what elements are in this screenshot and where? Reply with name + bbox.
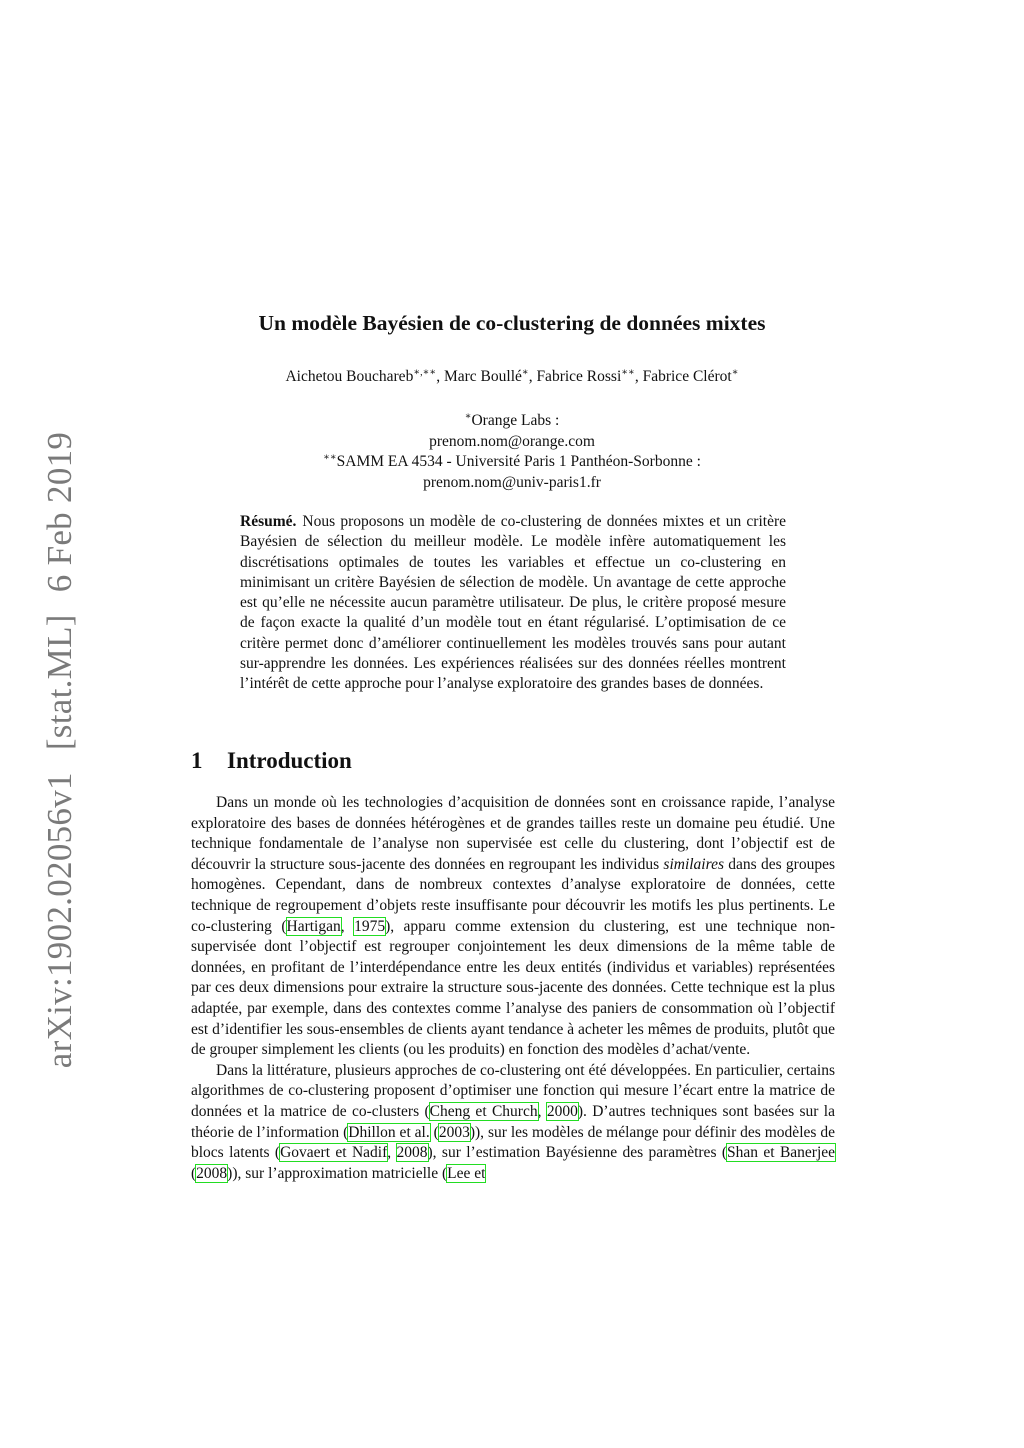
text-run: )), sur les modèles de mélange pour définir des modèles de blocs latents (: [191, 1123, 835, 1162]
abstract-text: Nous proposons un modèle de co-clustering de données mixtes et un critère Bayésien de sélection du meilleur modèle. Le modèle infère automatiquement les discrétisations optimales de toutes les variables et effectue un co-clustering en minimisant un critère Bayésien de sélection de modèle. Un avantage de cette approche est qu’elle ne nécessite aucun paramètre utilisateur. De plus, le critère proposé mesure de façon exacte la qualité d’un modèle tout en étant régularisé. L’optimisation de ce critère permet donc d’améliorer continuellement les modèles trouvés sans pour autant sur-apprendre les données. Les expériences réalisées sur des données réelles montrent l’intérêt de cette approche pour l’analyse exploratoire des grandes bases de données.: [240, 513, 786, 693]
section-heading: [191, 748, 352, 774]
citation-year-link[interactable]: 2008: [196, 1164, 228, 1182]
author-affiliation-mark: ∗∗: [621, 367, 635, 378]
arxiv-identifier-stamp: [40, 421, 80, 1079]
author-separator: ,: [436, 368, 444, 385]
text-run: ,: [387, 1144, 397, 1162]
citation-year-link[interactable]: 1975: [354, 917, 386, 935]
abstract: [240, 512, 786, 695]
emphasis-text: similaires: [663, 855, 724, 873]
author-affiliation-mark: ∗,∗∗: [413, 367, 437, 378]
affiliation-1: [0, 411, 1024, 432]
author-name: Fabrice Rossi: [536, 368, 622, 385]
author-affiliation-mark: ∗: [521, 367, 529, 378]
citation-link[interactable]: Lee et: [447, 1164, 486, 1182]
affiliations: [0, 411, 1024, 493]
arxiv-id: arXiv:1902.02056v1: [40, 772, 79, 1069]
affiliation-2-email: prenom.nom@univ-paris1.fr: [423, 473, 601, 491]
affiliation-name: SAMM EA 4534 - Université Paris 1 Panthéon-Sorbonne :: [336, 453, 701, 470]
text-run: ,: [537, 1102, 547, 1120]
author-name: Fabrice Clérot: [642, 368, 732, 385]
text-run: ,: [340, 917, 355, 935]
affiliation-mark: ∗: [464, 411, 472, 422]
author-separator: ,: [528, 368, 537, 385]
text-run: ). D’autres techniques sont basées sur la théorie de l’information (: [191, 1102, 835, 1141]
introduction-body: [191, 793, 835, 1184]
citation-link[interactable]: Cheng et Church: [429, 1102, 538, 1120]
citation-link[interactable]: Govaert et Nadif: [280, 1144, 388, 1162]
citation-year-link[interactable]: 2003: [438, 1123, 470, 1141]
text-run: (: [429, 1123, 439, 1141]
text-run: (: [191, 1164, 197, 1182]
text-run: Dans la littérature, plusieurs approches de co-clustering ont été développées. En particulier, certains algorithmes de co-clustering proposent d’optimiser une fonction qui mesure l’écart entre la matrice de données et la matrice de co-clusters (: [191, 1061, 835, 1120]
text-run: dans des groupes homogènes. Cependant, dans de nombreux contextes d’analyse exploratoire de données, cette technique de regroupement d’objets reste insuffisante pour découvrir les motifs les plus pertinents. Le co-clustering (: [191, 855, 835, 935]
section-number: 1: [191, 748, 203, 773]
text-run: Dans un monde où les technologies d’acquisition de données sont en croissance rapide, l’analyse exploratoire des bases de données hétérogènes et de grandes tailles reste un domaine peu étudié. Une technique fondamentale de l’analyse non supervisée est celle du clustering, dont l’objectif est de découvrir la structure sous-jacente des données en regroupant les individus: [191, 794, 835, 873]
paper-title: Un modèle Bayésien de co-clustering de données mixtes: [258, 311, 766, 335]
citation-link[interactable]: Hartigan: [286, 917, 341, 935]
section-title: Introduction: [227, 748, 352, 773]
paragraph: [191, 793, 835, 1061]
arxiv-date: 6 Feb 2019: [40, 431, 79, 593]
citation-year-link[interactable]: 2008: [396, 1144, 428, 1162]
abstract-label: Résumé.: [240, 513, 297, 530]
author-name: Marc Boullé: [443, 368, 522, 385]
text-run: ), sur l’estimation Bayésienne des paramètres (: [427, 1144, 728, 1162]
paragraph: [191, 1061, 835, 1185]
citation-link[interactable]: Dhillon et al.: [348, 1123, 430, 1141]
author-list: [0, 368, 1024, 386]
arxiv-category: [stat.ML]: [40, 614, 79, 751]
citation-year-link[interactable]: 2000: [546, 1102, 578, 1120]
affiliation-mark: ∗∗: [323, 452, 337, 463]
author-name: Aichetou Bouchareb: [285, 368, 414, 385]
author-affiliation-mark: ∗: [731, 367, 739, 378]
text-run: ), apparu comme extension du clustering, est une technique non-supervisée dont l’objectif est regrouper conjointement les deux dimensions de la même table de données, en profitant de l’interdépendance entre les deux entités (individus et variables) représentées par ces deux dimensions pour extraire la structure sous-jacente des données. Cette technique est la plus adaptée, par exemple, dans des contextes comme l’analyse des paniers de consommation où l’objectif est d’identifier les sous-ensembles de clients ayant tendance à acheter les mêmes de produits, plutôt que de grouper simplement les clients (ou les produits) en fonction des modèles d’achat/vente.: [191, 917, 835, 1059]
author-separator: ,: [634, 368, 643, 385]
citation-link[interactable]: Shan et Banerjee: [727, 1144, 836, 1162]
text-run: )), sur l’approximation matricielle (: [227, 1164, 448, 1182]
affiliation-name: Orange Labs :: [471, 412, 560, 429]
affiliation-1-email: prenom.nom@orange.com: [429, 432, 595, 450]
affiliation-2: [0, 452, 1024, 473]
